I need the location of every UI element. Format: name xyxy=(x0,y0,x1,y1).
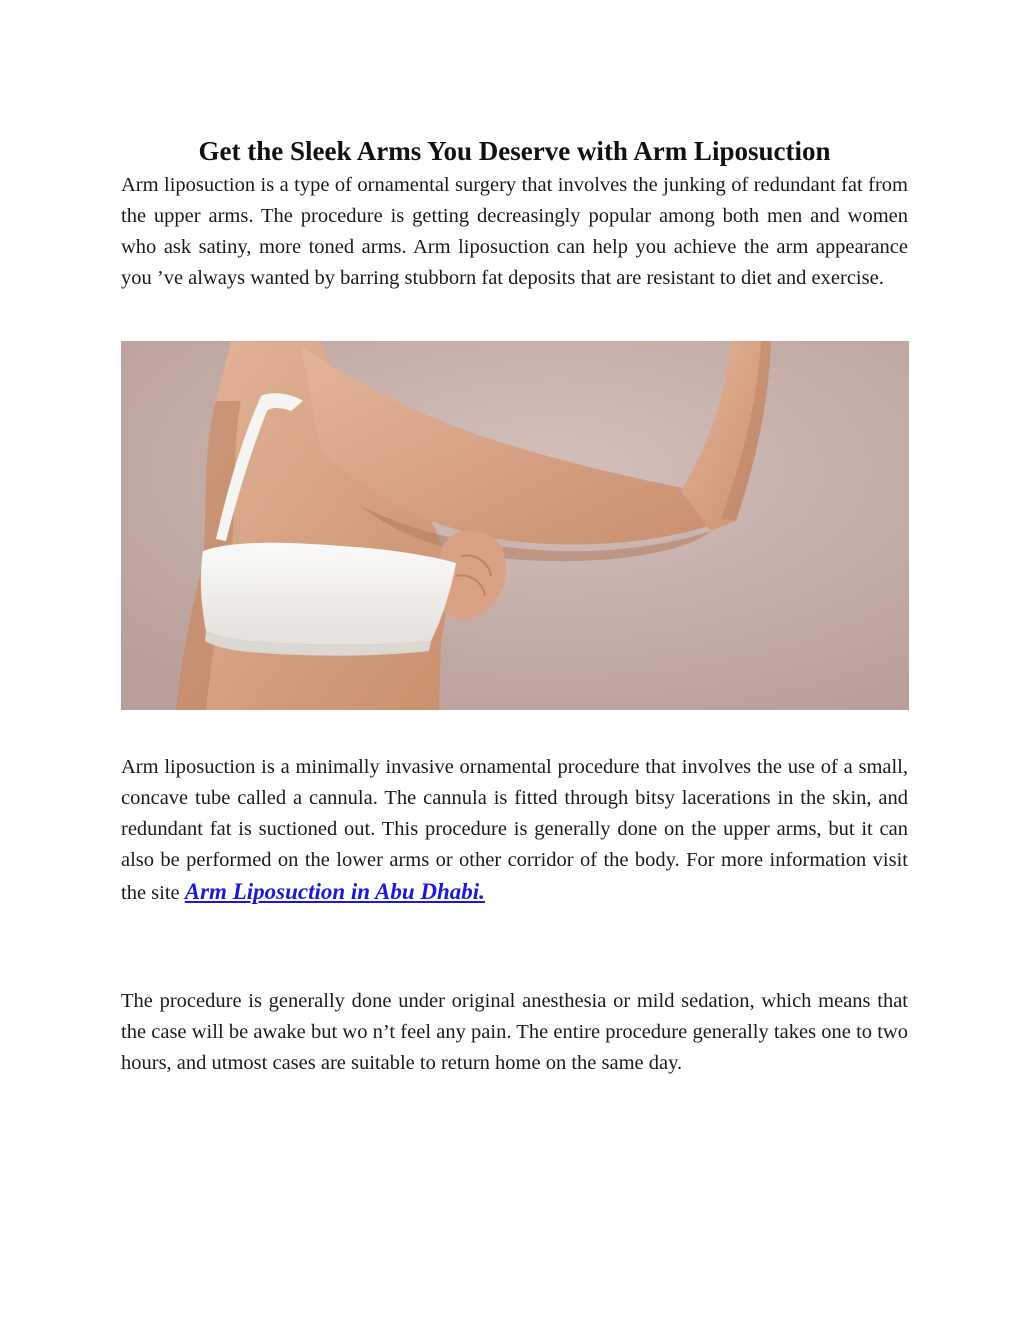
procedure-paragraph-text: Arm liposuction is a minimally invasive ornamental procedure that involves the use of a small, concave tube called a cannula. The cannula is fitted through bitsy lacerations in the skin, and redundant fat is suctioned out. This procedure is generally done on the upper arms, but it can also be performed on the lower arms or other corridor of the body. For more information visit the site xyxy=(121,756,908,904)
intro-paragraph: Arm liposuction is a type of ornamental surgery that involves the junking of redundant fat from the upper arms. The procedure is getting decreasingly popular among both men and women who ask satiny, more toned arms. Arm liposuction can help you achieve the arm appearance you ’ve always wanted by barring stubborn fat deposits that are resistant to diet and exercise. xyxy=(121,174,908,289)
woman-arm-photo xyxy=(121,341,909,710)
photo-illustration xyxy=(121,341,909,710)
arm-liposuction-abu-dhabi-link[interactable]: Arm Liposuction in Abu Dhabi. xyxy=(184,879,485,904)
anesthesia-paragraph: The procedure is generally done under original anesthesia or mild sedation, which means that the case will be awake but wo n’t feel any pain. The entire procedure generally takes one to two hours, and utmost cases are suitable to return home on the same day. xyxy=(121,990,908,1074)
page-title: Get the Sleek Arms You Deserve with Arm Liposuction xyxy=(198,136,831,166)
procedure-paragraph xyxy=(121,752,908,909)
